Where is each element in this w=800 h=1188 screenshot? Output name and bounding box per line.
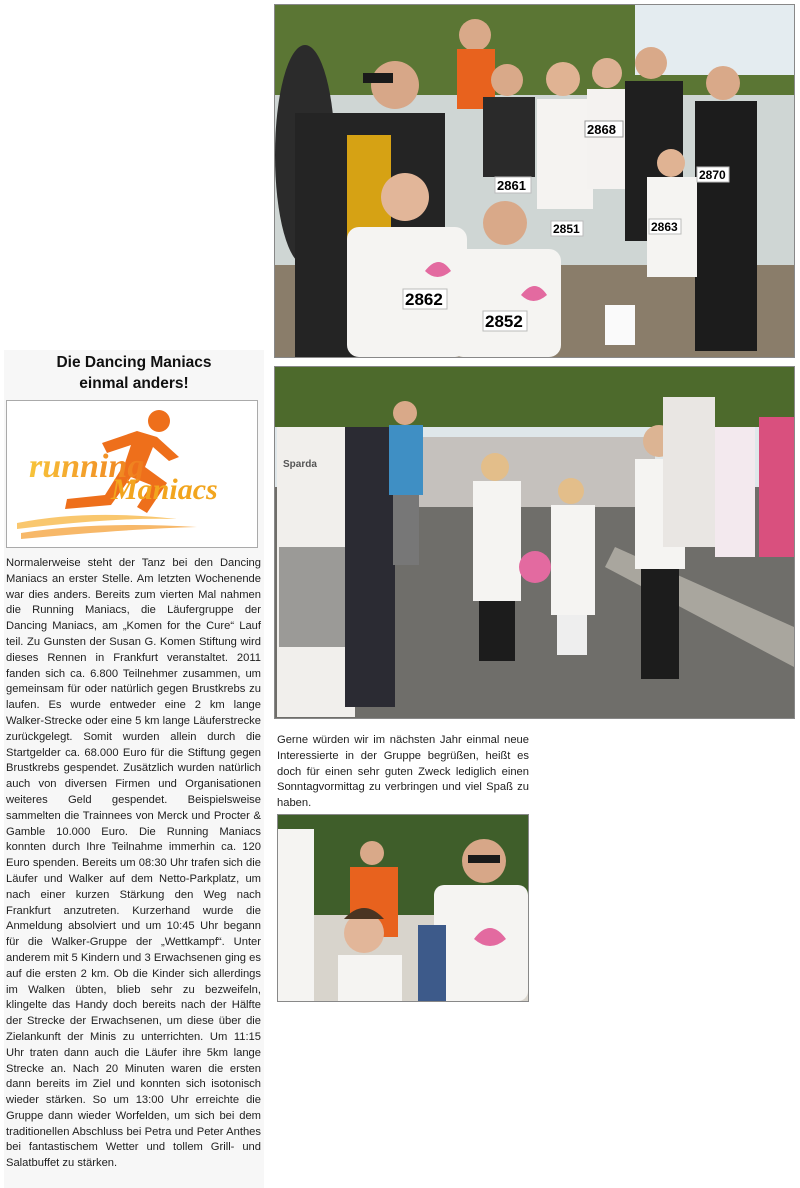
person-head — [393, 401, 417, 425]
bib-number: 2868 — [587, 122, 616, 137]
person-head — [483, 201, 527, 245]
person-shirt — [389, 425, 423, 495]
runner-head — [148, 410, 170, 432]
person-head — [459, 19, 491, 51]
group-photo-illustration — [275, 5, 794, 357]
bib-number: 2862 — [405, 290, 443, 309]
person-body — [715, 427, 755, 557]
article-title — [8, 352, 260, 394]
child-shirt — [338, 955, 402, 1001]
pink-balloon — [519, 551, 551, 583]
small-group-photo-illustration — [278, 815, 528, 1001]
logo-word-maniacs: Maniacs — [111, 473, 218, 506]
child-shirt — [473, 481, 521, 601]
article-body: Normalerweise steht der Tanz bei den Dancing Maniacs an erster Stelle. Am letzten Wochenende war dies anders. Bereits zum vierten Mal nahmen die Running Maniacs, die Läufergruppe der Dancing Maniacs, am „Komen for the Cure“ Lauf teil. Zu Gunsten der Susan G. Komen Stiftung wird dieses Rennen in Frankfurt veranstaltet. 2011 fanden sich ca. 6.800 Teilnehmer zusammen, um gemeinsam für oder natürlich gegen Brustkrebs zu laufen. Es wurde entweder eine 2 km lange Walker-Strecke oder eine 5 km lange Läuferstrecke zurückgelegt. Somit wurden allein durch die Startgelder ca. 68.000 Euro für die Stiftung gegen Brustkrebs gespendet. Zusätzlich wurden natürlich auch von diversen Firmen und Organisationen weiteres Geld gespendet. Beispielsweise sammelten die Trainnees von Merck und Procter & Gamble 10.000 Euro. Die Running Maniacs konnten durch Ihre Teilnahme immerhin ca. 120 Euro spenden. Bereits um 08:30 Uhr trafen sich die Läufer und Walker auf dem Netto-Parkplatz, um nach einer kurzen Stärkung den Weg nach Frankfurt anzutreten. Kurzerhand wurde die Anmeldung absolviert und um 10:45 Uhr begann für die Walker-Gruppe der „Wettkampf“. Unter anderem mit 5 Kindern und 3 Erwachsenen ging es auf die ersten 2 km. Ob die Kinder sich allerdings im Walken übten, blieb sehr zu bezweifeln, klingelte das Handy doch bereits nach der Hälfte der Strecke der Erwachsenen, um diese über die Zielankunft der Minis zu unterrichten. Um 11:15 Uhr traten dann auch die Läufer ihre 5km lange Strecke an. Nach 20 Minuten waren die ersten dann bereits im Ziel und konnten sich isotonisch wieder stärken. So um 13:00 Uhr erreichte die Gruppe dann wieder Worfelden, um sich bei dem traditionellen Abschluss bei Petra und Peter Anthes bei fantastischem Wetter und tollem Grill- und Salatbuffet zu stärken. — [6, 557, 261, 1170]
person-head — [657, 149, 685, 177]
group-photo — [274, 4, 795, 358]
logo-word-running: running — [29, 448, 145, 485]
article-title-line1: Die Dancing Maniacs — [56, 354, 212, 371]
person-head — [371, 61, 419, 109]
child-legs — [479, 601, 515, 661]
walkers-photo-illustration — [275, 367, 794, 718]
person-head — [592, 58, 622, 88]
person-body — [345, 427, 395, 707]
bib-number: 2851 — [553, 222, 580, 236]
paper-bag — [605, 305, 635, 345]
person-head — [635, 47, 667, 79]
sunglasses — [363, 73, 393, 83]
person-body — [418, 925, 446, 1001]
small-group-photo — [277, 814, 529, 1002]
person-body — [537, 99, 593, 209]
bib-number: 2861 — [497, 178, 526, 193]
bib-number: 2863 — [651, 220, 678, 234]
person-head — [706, 66, 740, 100]
person-body — [483, 97, 535, 177]
person-head — [360, 841, 384, 865]
runner-logo-graphic — [7, 401, 257, 547]
person-body — [759, 417, 794, 557]
swoosh-shape — [21, 525, 197, 539]
person-head — [546, 62, 580, 96]
crowd-shape — [395, 437, 655, 507]
child-shirt — [551, 505, 595, 615]
person-jacket — [279, 547, 353, 647]
person-body — [278, 829, 314, 1001]
person-shirt — [451, 249, 561, 357]
child-head — [481, 453, 509, 481]
shirt-sponsor-label: Sparda — [283, 459, 317, 470]
child-head — [381, 173, 429, 221]
child-legs — [641, 569, 679, 679]
running-maniacs-logo — [6, 400, 258, 548]
article-title-line2: einmal anders! — [79, 375, 189, 392]
closing-paragraph: Gerne würden wir im nächsten Jahr einmal neue Interessierte in der Gruppe begrüßen, heißt es doch für einen sehr guten Zweck lediglich einen Sonntagvormittag zu verbringen und viel Spaß zu haben. — [277, 734, 529, 810]
person-head — [491, 64, 523, 96]
photo-trees — [275, 367, 794, 427]
person-legs — [393, 495, 419, 565]
bib-number: 2852 — [485, 312, 523, 331]
bib-number: 2870 — [699, 168, 726, 182]
person-body — [695, 101, 757, 351]
person-body — [663, 397, 715, 547]
sunglasses — [468, 855, 500, 863]
walkers-photo — [274, 366, 795, 719]
child-legs — [557, 615, 587, 655]
child-head — [558, 478, 584, 504]
